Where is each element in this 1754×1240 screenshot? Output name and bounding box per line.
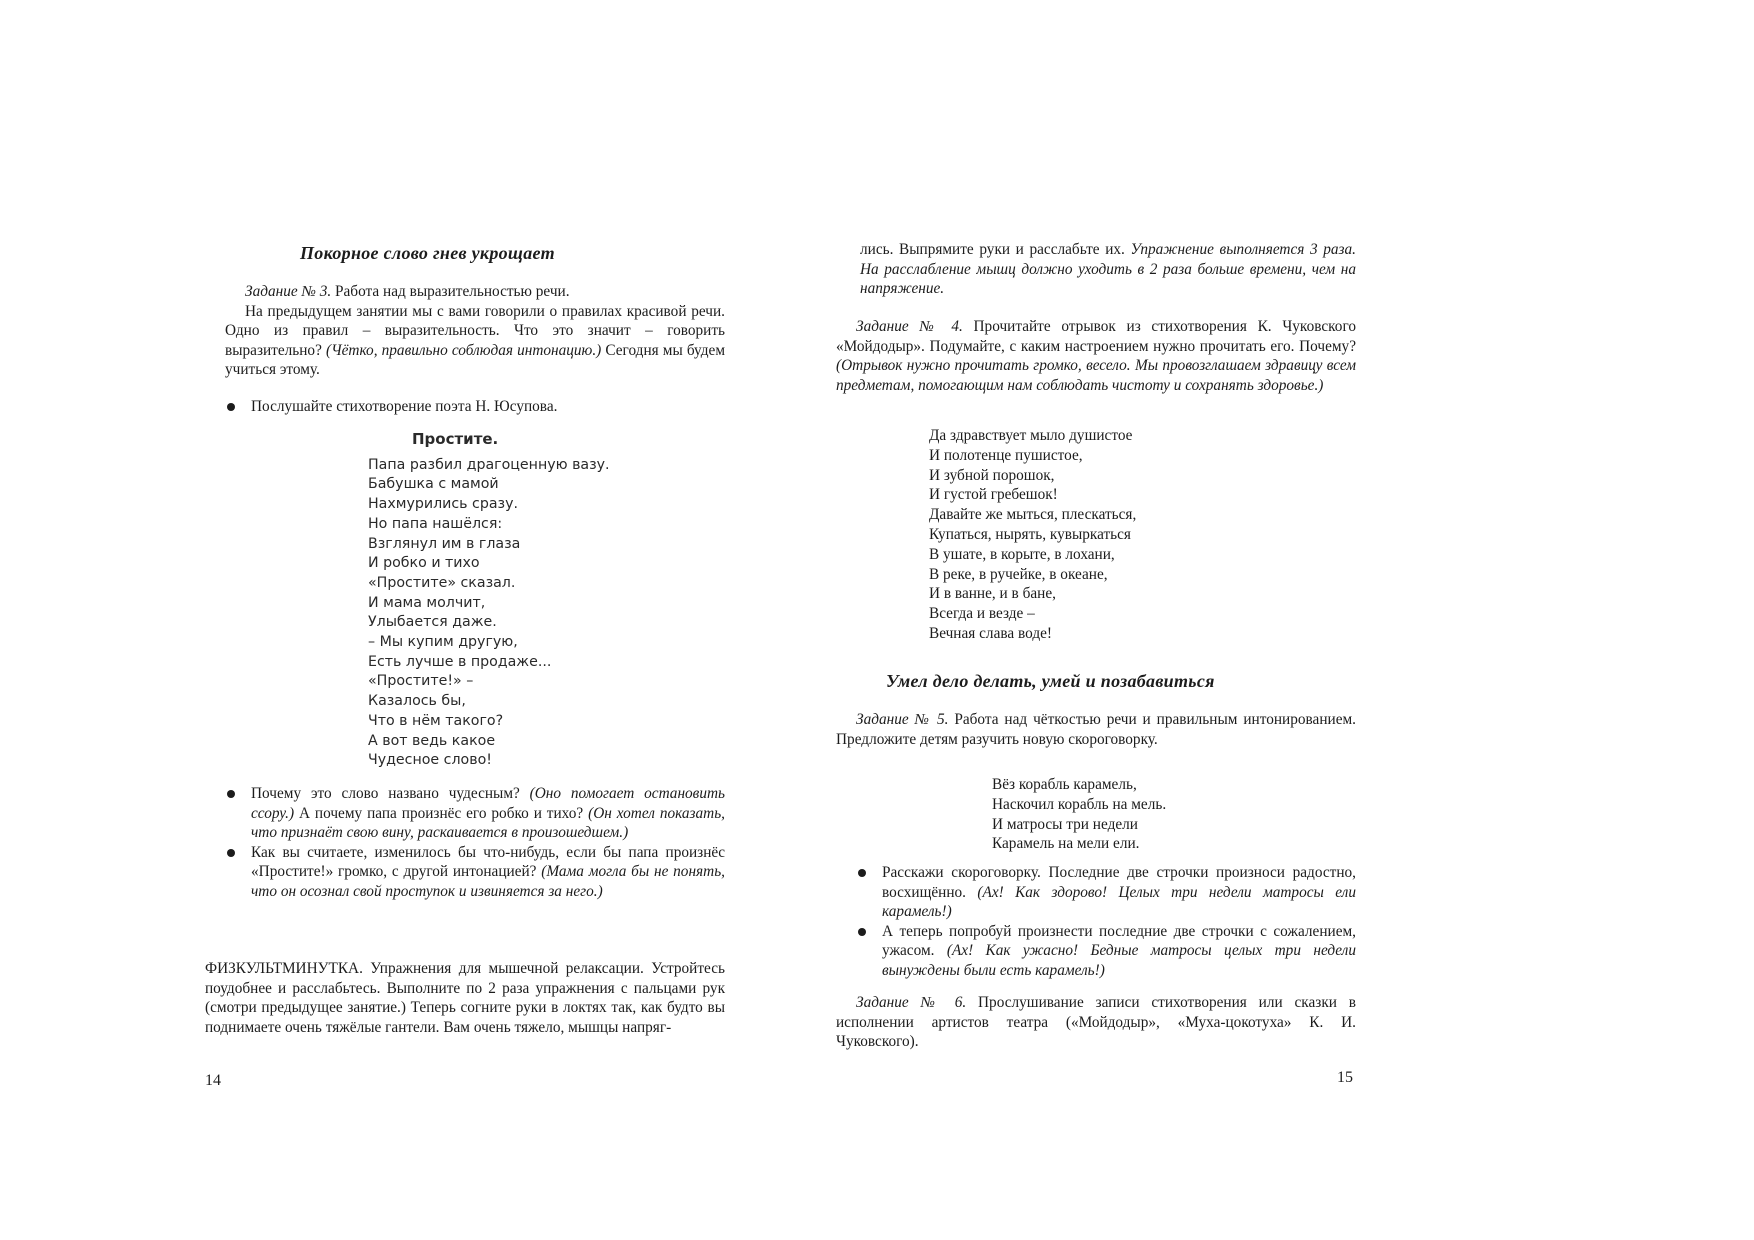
bullet-1 [856,863,1356,922]
poem-line: Нахмурились сразу. [368,496,518,513]
poem-line: Давайте же мыться, плескаться, [929,506,1137,524]
task-text: Работа над чёткостью речи и правильным интонированием. Предложите детям разучить новую скороговорку. [836,711,1356,748]
question-text: А почему папа произнёс его робко и тихо? [294,804,589,822]
poem-line: И в ванне, и в бане, [929,585,1056,603]
task-answer: (Чётко, правильно соблюдая интонацию.) [326,341,602,359]
bullet-text: Послушайте стихотворение поэта Н. Юсупова. [225,397,725,417]
poem-line: А вот ведь какое [368,732,496,749]
continuation-block [860,240,1356,299]
bullet-text: А теперь попробуй произнести последние две строчки с сожалением, ужасом. [882,922,1356,960]
twister-bullets [856,863,1356,981]
poem-line: Но папа нашёлся: [368,515,503,532]
poem-line: Вечная слава воде! [929,624,1052,642]
poem-line: И густой гребешок! [929,486,1058,504]
poem-line: И полотенце пушистое, [929,446,1083,464]
listen-bullet [225,397,725,417]
question-1 [225,784,725,843]
physminute-label: ФИЗКУЛЬТМИНУТКА. [205,960,363,977]
poem-line: Купаться, нырять, кувыркаться [929,525,1131,543]
poem-line: Взглянул им в глаза [368,535,521,552]
poem-line: «Простите!» – [368,673,474,690]
question-answer: (Оно помогает остановить ссору.) [251,785,725,822]
task-label: Задание № 5. [856,711,949,728]
task-answer: (Отрывок нужно прочитать громко, весело. Мы провозглашаем здравицу всем предметам, помогающим нам соблюдать чистоту и сохранять здоровье.) [836,357,1356,394]
page-number: 14 [205,1072,221,1089]
poem-line: Папа разбил драгоценную вазу. [368,456,610,473]
poem-line: Всегда и везде – [929,605,1035,623]
poem-line: В реке, в ручейке, в океане, [929,565,1108,583]
continuation-text: лись. Выпрямите руки и расслабьте их. [860,241,1131,258]
question-2 [225,843,725,902]
poem-line: – Мы купим другую, [368,634,518,651]
question-text: Как вы считаете, изменилось бы что-нибудь, если бы папа произнёс «Простите!» громко, с другой интонацией? [251,843,725,881]
poem-line: И мама молчит, [368,594,486,611]
moidodyr-excerpt [929,426,1136,644]
task-text-after: Сегодня мы будем учиться этому. [225,341,725,379]
question-text: Почему это слово названо чудесным? [251,785,530,802]
task-text: Прочитайте отрывок из стихотворения К. Чуковского «Мойдодыр». Подумайте, с каким настроением нужно прочитать его. Почему? [836,318,1356,355]
page-number: 15 [1337,1069,1353,1086]
bullet-answer: (Ах! Как ужасно! Бедные матросы целых три недели вынуждены были есть карамель!) [882,942,1357,979]
bullet-2 [856,922,1356,981]
poem-line: Бабушка с мамой [368,476,499,493]
task5-block [836,710,1356,749]
poem-line: И робко и тихо [368,555,480,572]
task4-block [836,317,1356,395]
poem-line: Вёз корабль карамель, [992,776,1137,793]
task-label: Задание № 3. [245,283,332,300]
poem-line: Наскочил корабль на мель. [992,795,1167,813]
question-answer: (Он хотел показать, что признаёт свою вину, раскаивается в произошедшем.) [251,804,726,842]
physminute-block [205,959,725,1037]
section-heading: Покорное слово гнев укрощает [300,243,555,263]
task6-block [836,993,1356,1052]
task-title: Работа над выразительностью речи. [331,283,570,300]
poem-line: Да здравствует мыло душистое [929,427,1133,444]
poem-line: Чудесное слово! [368,752,492,769]
task-text: На предыдущем занятии мы с вами говорили о правилах красивой речи. Одно из правил – выразительность. Что это значит – говорить выразительно? [225,302,725,359]
task-label: Задание № 4. [856,318,963,335]
poem-line: Есть лучше в продаже... [368,653,552,670]
task3-block [225,282,725,380]
poem-line: Карамель на мели ели. [992,835,1140,853]
poem-line: «Простите» сказал. [368,574,516,591]
continuation-italic: Упражнение выполняется 3 раза. На расслабление мышц должно уходить в 2 раза больше времени, чем на напряжение. [860,241,1356,298]
task-label: Задание № 6. [856,994,967,1011]
bullet-answer: (Ах! Как здорово! Целых три недели матросы ели карамель!) [882,883,1356,921]
poem-title: Простите. [412,430,499,448]
question-answer: (Мама могла бы не понять, что он осознал свой проступок и извиняется за него.) [251,863,725,900]
physminute-text: Упражнения для мышечной релаксации. Устройтесь поудобнее и расслабьтесь. Выполните по 2 раза упражнения с пальцами рук (смотри предыдущее занятие.) Теперь согните руки в локтях так, как будто вы поднимаете очень тяжёлые гантели. Вам очень тяжело, мышцы напряг- [205,960,725,1036]
section-heading-2: Умел дело делать, умей и позабавиться [886,671,1215,691]
poem-line: Что в нём такого? [368,712,504,729]
poem-line: Улыбается даже. [368,614,497,631]
tongue-twister [992,775,1166,854]
task-text: Прослушивание записи стихотворения или сказки в исполнении артистов театра («Мойдодыр», «Муха-цокотуха» К. И. Чуковского). [836,994,1356,1051]
question-bullets [225,784,725,902]
poem-line: И зубной порошок, [929,466,1055,484]
bullet-text: Расскажи скороговорку. Последние две строчки произноси радостно, восхищённо. [882,864,1356,901]
poem-line: В ушате, в корыте, в лохани, [929,545,1115,563]
poem-line: Казалось бы, [368,693,466,710]
poem-line: И матросы три недели [992,815,1138,833]
poem [368,430,610,771]
